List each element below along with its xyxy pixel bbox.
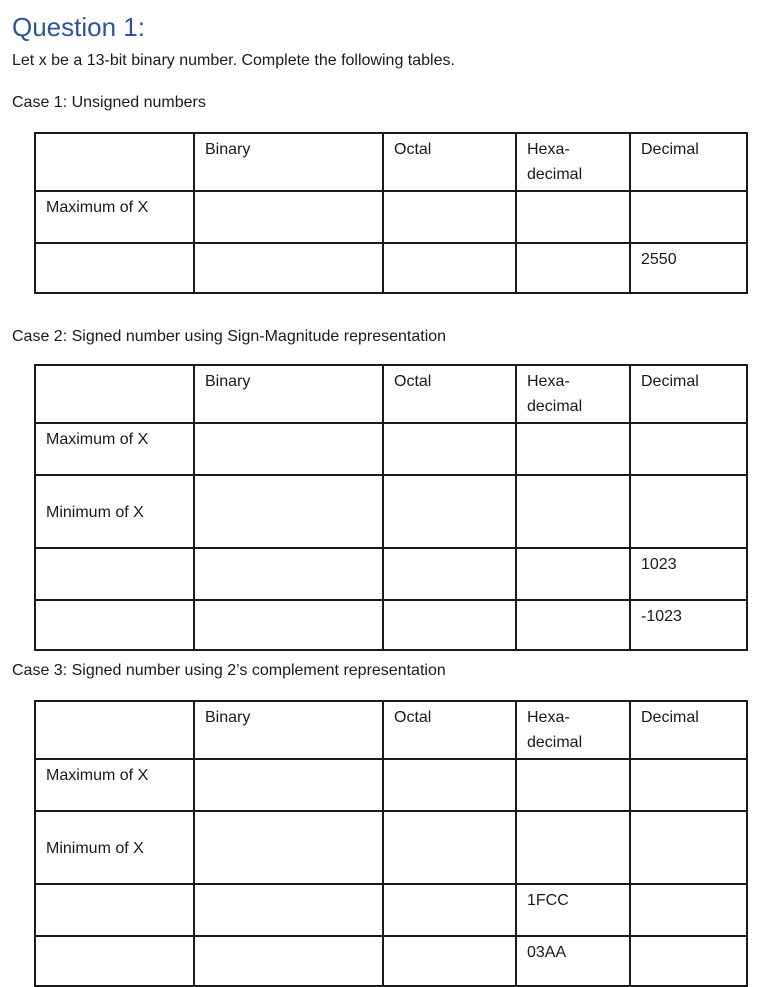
row-label (35, 884, 194, 936)
decimal-cell[interactable]: 1023 (630, 548, 747, 600)
decimal-cell[interactable] (630, 475, 747, 548)
header-octal: Octal (383, 365, 516, 423)
hex-cell[interactable] (516, 548, 630, 600)
octal-cell[interactable] (383, 600, 516, 650)
binary-cell[interactable] (194, 811, 383, 884)
header-row (35, 133, 747, 191)
header-binary: Binary (194, 365, 383, 423)
binary-cell[interactable] (194, 475, 383, 548)
corner-cell (35, 701, 194, 759)
octal-cell[interactable] (383, 548, 516, 600)
hex-cell[interactable] (516, 759, 630, 811)
decimal-cell[interactable] (630, 936, 747, 986)
header-row (35, 701, 747, 759)
header-hexadecimal: Hexa- decimal (516, 701, 630, 759)
table-row (35, 475, 747, 548)
header-octal: Octal (383, 701, 516, 759)
question-title: Question 1: (12, 12, 145, 42)
table-row (35, 191, 747, 243)
header-hexadecimal: Hexa- decimal (516, 133, 630, 191)
case3-table (34, 700, 748, 987)
decimal-cell[interactable] (630, 423, 747, 475)
table-row (35, 884, 747, 936)
hex-cell[interactable] (516, 423, 630, 475)
row-label: Maximum of X (35, 191, 194, 243)
binary-cell[interactable] (194, 759, 383, 811)
table-row (35, 423, 747, 475)
octal-cell[interactable] (383, 884, 516, 936)
header-decimal: Decimal (630, 133, 747, 191)
row-label: Minimum of X (35, 811, 194, 884)
octal-cell[interactable] (383, 811, 516, 884)
row-label (35, 936, 194, 986)
case2-table (34, 364, 748, 651)
hex-cell[interactable]: 1FCC (516, 884, 630, 936)
decimal-cell[interactable]: -1023 (630, 600, 747, 650)
case2-label: Case 2: Signed number using Sign-Magnitude representation (12, 328, 447, 345)
binary-cell[interactable] (194, 243, 383, 293)
table-row (35, 811, 747, 884)
header-decimal: Decimal (630, 365, 747, 423)
binary-cell[interactable] (194, 936, 383, 986)
hex-cell[interactable] (516, 243, 630, 293)
hex-cell[interactable] (516, 811, 630, 884)
binary-cell[interactable] (194, 423, 383, 475)
question-prompt: Let x be a 13-bit binary number. Complete the following tables. (12, 52, 455, 69)
table-row (35, 243, 747, 293)
decimal-cell[interactable] (630, 884, 747, 936)
header-decimal: Decimal (630, 701, 747, 759)
header-hexadecimal: Hexa- decimal (516, 365, 630, 423)
octal-cell[interactable] (383, 936, 516, 986)
row-label: Maximum of X (35, 759, 194, 811)
decimal-cell[interactable] (630, 191, 747, 243)
octal-cell[interactable] (383, 243, 516, 293)
octal-cell[interactable] (383, 759, 516, 811)
case1-table (34, 132, 748, 294)
case3-label: Case 3: Signed number using 2’s complement representation (12, 662, 446, 679)
row-label: Maximum of X (35, 423, 194, 475)
binary-cell[interactable] (194, 548, 383, 600)
table-row (35, 936, 747, 986)
binary-cell[interactable] (194, 191, 383, 243)
corner-cell (35, 365, 194, 423)
header-binary: Binary (194, 701, 383, 759)
octal-cell[interactable] (383, 423, 516, 475)
row-label (35, 600, 194, 650)
binary-cell[interactable] (194, 600, 383, 650)
row-label (35, 243, 194, 293)
row-label: Minimum of X (35, 475, 194, 548)
octal-cell[interactable] (383, 475, 516, 548)
header-octal: Octal (383, 133, 516, 191)
table-row (35, 548, 747, 600)
table-row (35, 600, 747, 650)
octal-cell[interactable] (383, 191, 516, 243)
corner-cell (35, 133, 194, 191)
header-binary: Binary (194, 133, 383, 191)
table-row (35, 759, 747, 811)
hex-cell[interactable] (516, 475, 630, 548)
row-label (35, 548, 194, 600)
decimal-cell[interactable] (630, 759, 747, 811)
hex-cell[interactable] (516, 191, 630, 243)
hex-cell[interactable]: 03AA (516, 936, 630, 986)
binary-cell[interactable] (194, 884, 383, 936)
decimal-cell[interactable] (630, 811, 747, 884)
case1-label: Case 1: Unsigned numbers (12, 94, 206, 111)
decimal-cell[interactable]: 2550 (630, 243, 747, 293)
hex-cell[interactable] (516, 600, 630, 650)
header-row (35, 365, 747, 423)
